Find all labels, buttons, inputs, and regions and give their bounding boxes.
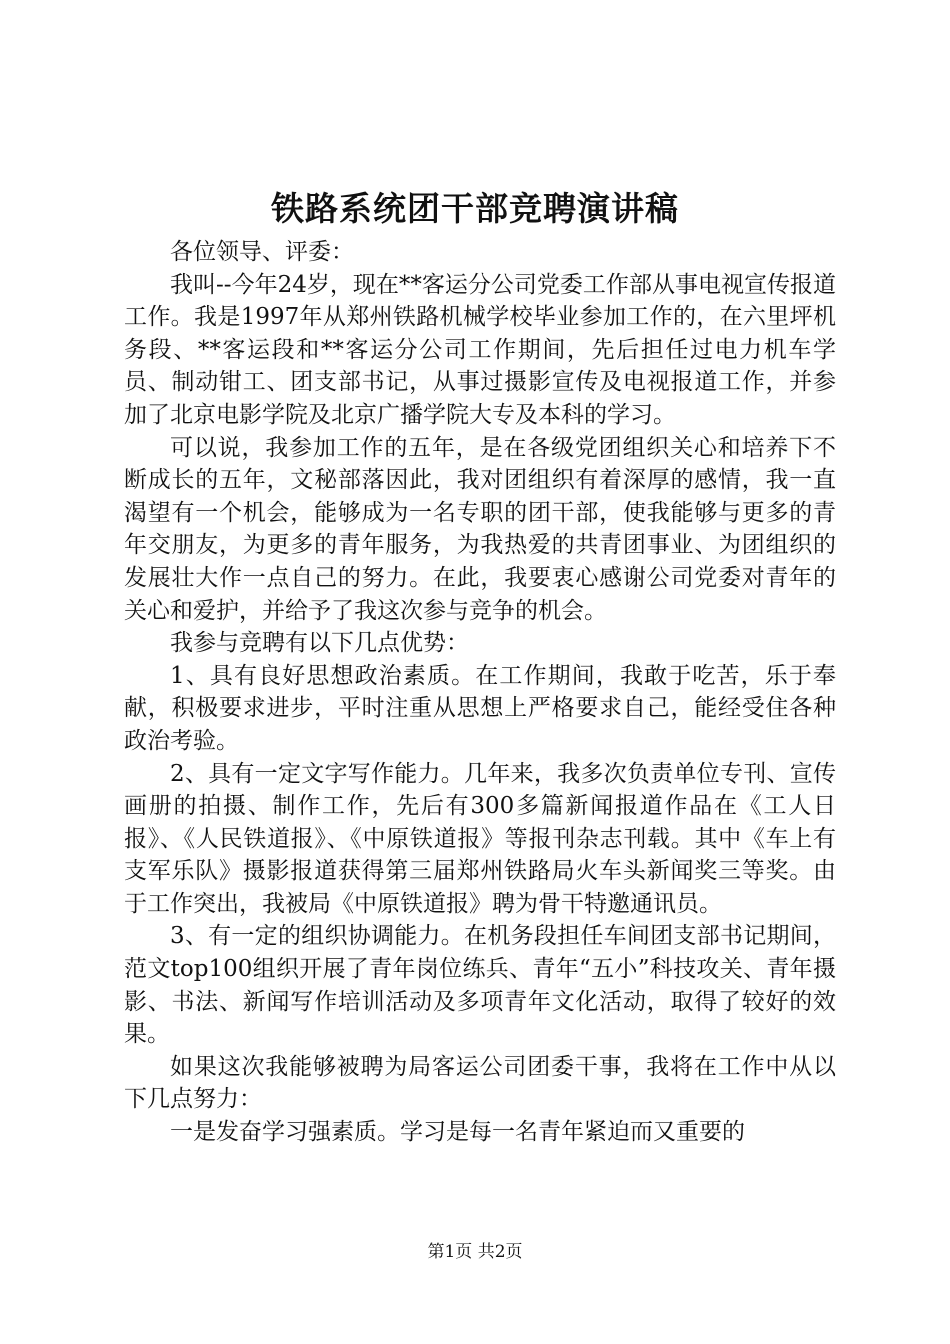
- paragraph-advantage-1: 1、具有良好思想政治素质。在工作期间，我敢于吃苦，乐于奉献，积极要求进步，平时注重从思想上严格要求自己，能经受住各种政治考验。: [124, 662, 836, 754]
- document-body: [124, 236, 836, 1149]
- paragraph-salutation: 各位领导、评委：: [170, 239, 354, 265]
- document-title: 铁路系统团干部竞聘演讲稿: [271, 189, 679, 228]
- paragraph-advantage-3: 3、有一定的组织协调能力。在机务段担任车间团支部书记期间，范文top100组织开展了青年岗位练兵、青年“五小”科技攻关、青年摄影、书法、新闻写作培训活动及多项青年文化活动，取得了较好的效果。: [124, 923, 836, 1048]
- paragraph-advantage-2: 2、具有一定文字写作能力。几年来，我多次负责单位专刊、宣传画册的拍摄、制作工作，先后有300多篇新闻报道作品在《工人日报》、《人民铁道报》、《中原铁道报》等报刊杂志刊载。其中《车上有支军乐队》摄影报道获得第三届郑州铁路局火车头新闻奖三等奖。由于工作突出，我被局《中原铁道报》聘为骨干特邀通讯员。: [124, 760, 836, 917]
- page-footer: 第1页 共2页: [427, 1242, 523, 1262]
- paragraph-plan-1: 一是发奋学习强素质。学习是每一名青年紧迫而又重要的: [170, 1119, 745, 1146]
- paragraph-introduction: 我叫--今年24岁，现在**客运分公司党委工作部从事电视宣传报道工作。我是1997年从郑州铁路机械学校毕业参加工作的，在六里坪机务段、**客运段和**客运分公司工作期间，先后担任过电力机车学员、制动钳工、团支部书记，从事过摄影宣传及电视报道工作，并参加了北京电影学院及北京广播学院大专及本科的学习。: [124, 271, 836, 428]
- paragraph-motivation: 可以说，我参加工作的五年，是在各级党团组织关心和培养下不断成长的五年，文秘部落因此，我对团组织有着深厚的感情，我一直渴望有一个机会，能够成为一名专职的团干部，使我能够与更多的青年交朋友，为更多的青年服务，为我热爱的共青团事业、为团组织的发展壮大作一点自己的努力。在此，我要衷心感谢公司党委对青年的关心和爱护，并给予了我这次参与竞争的机会。: [124, 434, 836, 624]
- paragraph-advantages-heading: 我参与竞聘有以下几点优势：: [170, 630, 469, 657]
- paragraph-plans-heading: 如果这次我能够被聘为局客运公司团委干事，我将在工作中从以下几点努力：: [124, 1053, 836, 1113]
